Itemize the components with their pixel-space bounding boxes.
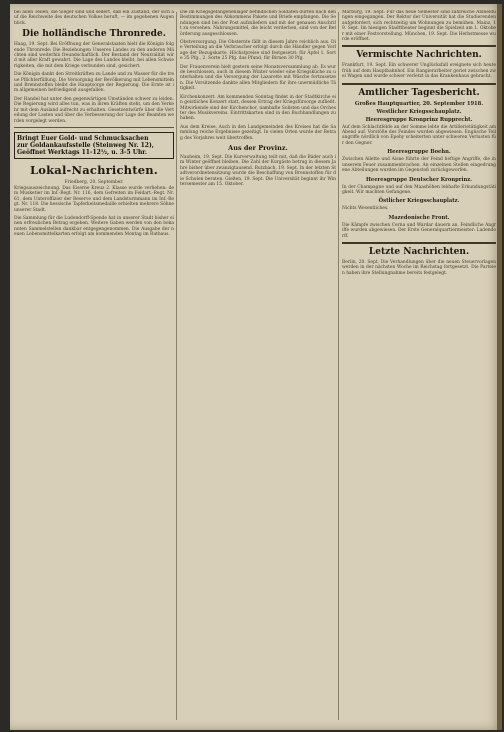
subheading: Heeresgruppe Kronprinz Rupprecht. (365, 116, 473, 123)
article-text: Frankfurt, 19. Sept. Ein schwerer Unglücksfall ereignete sich heute früh auf dem Hauptbahnhof. Ein Rangierarbeiter geriet zwischen zwei Wagen und wurde schwer verletzt in das Krankenhaus gebracht. (342, 63, 496, 80)
divider (342, 45, 496, 47)
divider (14, 127, 174, 128)
divider (342, 242, 496, 244)
article-text: Marburg, 19. Sept. Für das neue Semester sind zahlreiche Anmeldungen eingegangen. Der Rektor der Universität hat die Studierenden aufgefordert, sich rechtzeitig um Wohnungen zu bemühen. Mainz, 19. Sept. Im hiesigen Stadttheater beginnt die Spielzeit am 1. Oktober mit einer Festvorstellung. München, 19. Sept. Die Herbstmesse wurde eröffnet. (342, 10, 496, 43)
headline-vermischte: Vermischte Nachrichten. (356, 50, 482, 61)
subheading: Heeresgruppe Deutscher Kronprinz. (366, 176, 472, 183)
subheading: Heeresgruppe Boehn. (387, 149, 451, 156)
headline-provinz: Aus der Provinz. (228, 143, 288, 152)
article-text: Zwischen Ailette und Aisne führte der Feind heftige Angriffe, die in unserem Feuer zusammenbrachen. An einzelnen Stellen eingedrungene Abteilungen wurden im Gegenstoß zurückgeworfen. (342, 157, 496, 174)
article-text: In der Champagne und auf den Maashöhen lebhafte Erkundungstätigkeit. Wir machten Gefangene. (342, 184, 496, 195)
report-date: Großes Hauptquartier, 20. September 1918. (354, 100, 484, 107)
article-text: Der Frauenverein hielt gestern seine Monatsversammlung ab. Es wurde beschlossen, auch in diesem Winter wieder eine Kriegsküche zu unterhalten und die Versorgung der Lazarette mit Wäsche fortzusetzen. Die Vorsitzende dankte allen Mitgliedern für ihre unermüdliche Tätigkeit. (180, 64, 336, 92)
headline-thronrede: Die holländische Thronrede. (22, 29, 166, 40)
article-text: Die Königin dankt den Streitkräften zu Lande und zu Wasser für die treue Pflichterfüllung. Die Versorgung der Bevölkerung mit Lebensmitteln und Brennstoffen bleibt die Hauptsorge der Regierung. Die Ernte ist im allgemeinen befriedigend ausgefallen. (14, 72, 174, 94)
column-left (14, 10, 174, 722)
dateline: Friedberg, 20. September. (64, 179, 124, 185)
headline-tagesbericht: Amtlicher Tagesbericht. (358, 87, 480, 98)
article-text: Obstversorgung. Die Obsternte fällt in diesem Jahre reichlich aus. Die Verteilung an die Verbraucher erfolgt durch die Händler gegen Vorlage der Bezugskarte. Höchstpreise sind festgesetzt: für Äpfel 1. Sorte 35 Pfg., 2. Sorte 25 Pfg. das Pfund, für Birnen 30 Pfg. (180, 40, 336, 62)
column-rule (338, 12, 339, 720)
column-rule (176, 12, 177, 720)
article-text: Der Handel hat unter den gegenwärtigen Umständen schwer zu leiden. Die Regierung wird alles tun, was in ihren Kräften steht, um den Verkehr mit dem Ausland aufrecht zu erhalten. Gesetzentwürfe über die Verteilung der Lasten und über die Verbesserung der Lage der Beamten werden vorgelegt werden. (14, 96, 174, 124)
article-text: bei allen Teilen, die Sieger sind und sedert, daß ein Zustand, der sich auf die Reichweite des deutschen Volkes beruft, — im gegebenen Augenblick. (14, 10, 174, 26)
subheading: Westlicher Kriegsschauplatz. (376, 108, 462, 115)
page-edge-shadow (497, 4, 502, 730)
subheading: Mazedonische Front. (388, 214, 450, 221)
article-text: Nichts Wesentliches. (342, 206, 389, 212)
newspaper-page (10, 4, 502, 730)
article-text: Auf dem Schlachtfelde an der Somme lebte die Artillerietätigkeit am Abend auf. Vorstöße des Feindes wurden abgewiesen. Englische Teilangriffe nördlich von Epehy scheiterten unter schweren Verlusten für den Gegner. (342, 124, 496, 146)
gold-advert (14, 132, 174, 159)
subheading: Östlicher Kriegsschauplatz. (378, 198, 460, 205)
article-text: Aus dem Kreise. Auch in den Landgemeinden des Kreises hat die Sammlung reiche Ergebnisse gezeitigt. In vielen Orten wurde der Betrag des Vorjahres weit übertroffen. (180, 124, 336, 141)
article-text: Kriegsauszeichnung. Das Eiserne Kreuz 2. Klasse wurde verliehen: dem Musketier im Inf.-Regt. Nr. 116, dem Gefreiten im Feldart.-Regt. Nr. 61, dem Unteroffizier der Reserve und dem Landsturmmann im Inf.-Regt. Nr. 118. Die hessische Tapferkeitsmedaille erhielten mehrere Söhne unserer Stadt. (14, 185, 174, 213)
article-text: Berlin, 20. Sept. Die Verhandlungen über die neuen Steuervorlagen werden in der nächsten Woche im Reichstag fortgesetzt. Die Parteien haben ihre Stellungnahme bereits festgelegt. (342, 259, 496, 276)
article-text: Kirchenkonzert. Am kommenden Sonntag findet in der Stadtkirche ein geistliches Konzert statt, dessen Ertrag der Kriegsfürsorge zufließt. Mitwirkende sind der Kirchenchor, namhafte Solisten und das Orchester des Musikvereins. Eintrittskarten sind in den Buchhandlungen zu haben. (180, 94, 336, 122)
article-text: Die im Kriegsgefangenenlager befindlichen Soldaten dürfen nach den Bestimmungen des Abkommens Pakete und Briefe empfangen. Die Sendungen sind bei der Post aufzuliefern und mit der genauen Anschrift zu versehen. Nahrungsmittel, die leicht verderben, sind von der Beförderung ausgeschlossen. (180, 10, 336, 37)
headline-letzte: Letzte Nachrichten. (368, 246, 470, 257)
advert-line: Bringt Euer Gold- und Schmucksachen (17, 134, 149, 142)
divider (342, 83, 496, 85)
column-right (342, 10, 496, 722)
headline-lokal: Lokal-Nachrichten. (29, 162, 159, 177)
advert-line: zur Goldankaufsstelle (Steinweg Nr. 12), (17, 141, 154, 149)
advert-line: Geöffnet Werktags 11-12½, u. 3-5 Uhr. (17, 148, 148, 156)
article-text: Die Kämpfe zwischen Cerna und Wardar dauern an. Feindliche Angriffe wurden abgewiesen. Der Erste Generalquartiermeister: Ludendorff. (342, 222, 496, 239)
article-text: Die Sammlung für die Ludendorff-Spende hat in unserer Stadt bisher einen erfreulichen Betrag ergeben. Weitere Gaben werden von den bekannten Sammelstellen dankbar entgegengenommen. Die Ausgabe der neuen Lebensmittelkarten erfolgt am kommenden Montag im Rathaus. (14, 215, 174, 238)
article-text: Haag, 19. Sept. Bei Eröffnung der Generalstaaten hielt die Königin folgende Thronrede: Die Beziehungen Unseres Landes zu den anderen Mächten sind weiterhin freundschaftlich. Der Bestand der Neutralität wird mit aller Kraft gewahrt. Die Lage des Landes bleibt, bei allen Schwierigkeiten, die mit dem Kriege verbunden sind, gesichert. (14, 42, 174, 69)
column-middle (180, 10, 336, 722)
article-text: Nauheim, 19. Sept. Die Kurverwaltung teilt mit, daß die Bäder auch im Winter geöffnet bleiben. Die Zahl der Kurgäste betrug in diesem Jahre bisher über zwanzigtausend. Butzbach, 19. Sept. In der letzten Stadtverordnetensitzung wurde die Beschaffung von Brennstoffen für die Schulen beraten. Gießen, 19. Sept. Die Universität beginnt ihr Wintersemester am 15. Oktober. (180, 154, 336, 187)
